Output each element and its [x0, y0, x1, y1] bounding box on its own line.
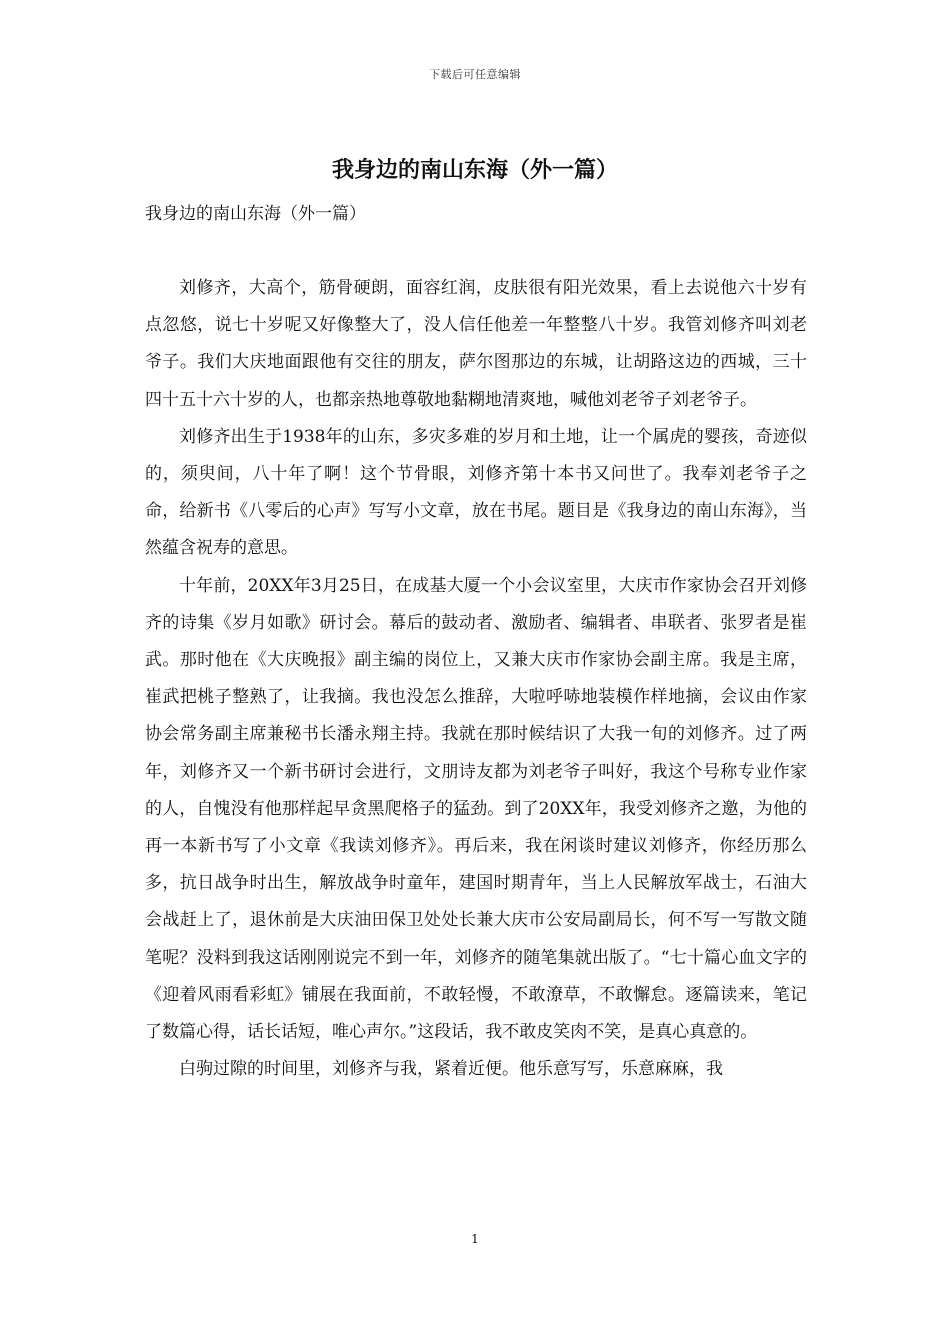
document-title: 我身边的南山东海（外一篇） — [331, 157, 618, 183]
paragraph: 白驹过隙的时间里，刘修齐与我，紧着近便。他乐意写写，乐意麻麻，我 — [179, 1059, 723, 1080]
paragraph: 刘修齐，大高个，筋骨硬朗，面容红润，皮肤很有阳光效果，看上去说他六十岁有点忽悠，说七十岁呢又好像整大了，没人信任他差一年整整八十岁。我管刘修齐叫刘老爷子。我们大庆地面跟他有交往的朋友，萨尔图那边的东城，让胡路这边的西城，三十四十五十六十岁的人，也都亲热地尊敬地黏糊地清爽地，喊他刘老爷子刘老爷子。 — [145, 278, 807, 410]
document-body — [145, 270, 807, 1088]
header-note: 下载后可任意编辑 — [429, 68, 521, 81]
paragraph: 刘修齐出生于1938年的山东，多灾多难的岁月和土地，让一个属虎的婴孩，奇迹似的，须臾间，八十年了啊！这个节骨眼，刘修齐第十本书又问世了。我奉刘老爷子之命，给新书《八零后的心声》写写小文章，放在书尾。题目是《我身边的南山东海》，当然蕴含祝寿的意思。 — [145, 426, 807, 559]
page-number: 1 — [471, 1232, 479, 1246]
document-subtitle: 我身边的南山东海（外一篇） — [145, 204, 366, 224]
paragraph: 十年前，20XX年3月25日，在成基大厦一个小会议室里，大庆市作家协会召开刘修齐的诗集《岁月如歌》研讨会。幕后的鼓动者、激励者、编辑者、串联者、张罗者是崔武。那时他在《大庆晚报》副主编的岗位上，又兼大庆市作家协会副主席。我是主席，崔武把桃子整熟了，让我摘。我也没怎么推辞，大啦呼哧地装模作样地摘，会议由作家协会常务副主席兼秘书长潘永翔主持。我就在那时候结识了大我一旬的刘修齐。过了两年，刘修齐又一个新书研讨会进行，文朋诗友都为刘老爷子叫好，我这个号称专业作家的人，自愧没有他那样起早贪黑爬格子的猛劲。到了20XX年，我受刘修齐之邀，为他的再一本新书写了小文章《我读刘修齐》。再后来，我在闲谈时建议刘修齐，你经历那么多，抗日战争时出生，解放战争时童年，建国时期青年，当上人民解放军战士，石油大会战赶上了，退休前是大庆油田保卫处处长兼大庆市公安局副局长，何不写一写散文随笔呢？没料到我这话刚刚说完不到一年，刘修齐的随笔集就出版了。“七十篇心血文字的《迎着风雨看彩虹》铺展在我面前，不敢轻慢，不敢潦草，不敢懈怠。逐篇读来，笔记了数篇心得，话长话短，唯心声尔。”这段话，我不敢皮笑肉不笑，是真心真意的。 — [145, 575, 807, 1043]
